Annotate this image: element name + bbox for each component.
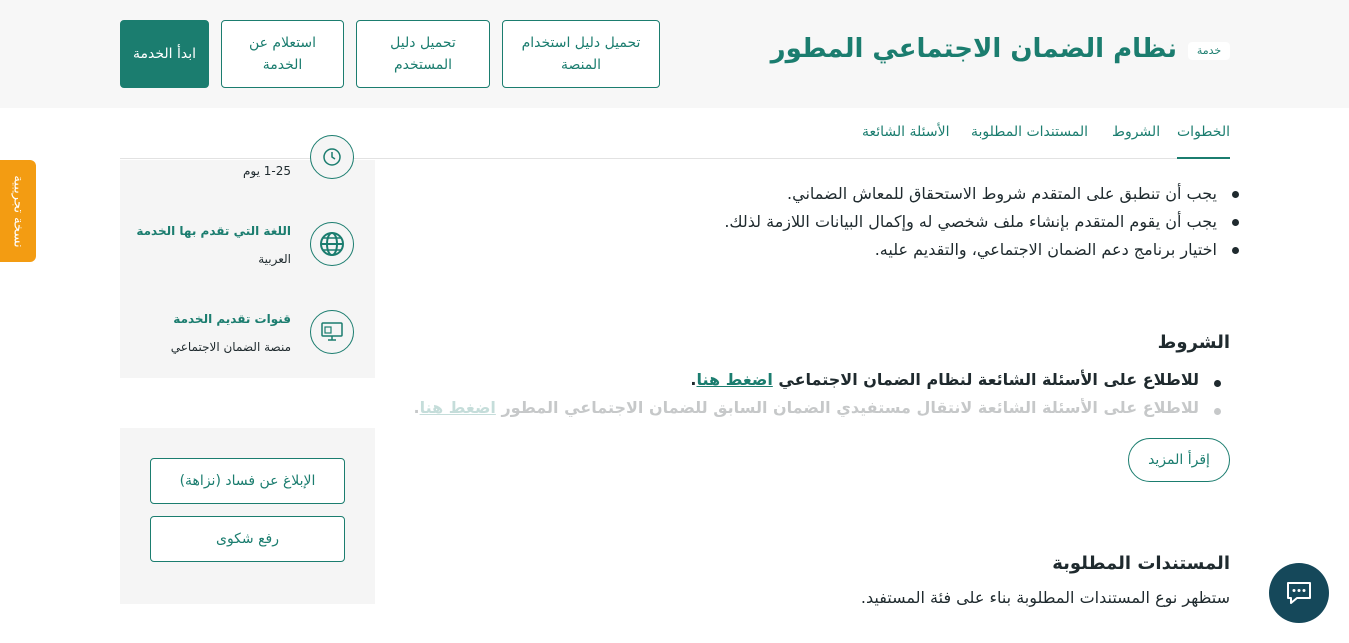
tab-faq[interactable]: الأسئلة الشائعة <box>862 124 950 140</box>
service-badge: خدمة <box>1188 42 1230 60</box>
monitor-icon <box>310 310 354 354</box>
trial-version-tab[interactable] <box>0 160 36 262</box>
service-info-panel <box>120 160 375 378</box>
transition-faq-link[interactable]: اضغط هنا <box>419 398 496 417</box>
conditions-title: الشروط <box>1157 332 1230 353</box>
page-header <box>0 0 1349 108</box>
channels-value: منصة الضمان الاجتماعي <box>170 340 291 354</box>
language-label: اللغة التي تقدم بها الخدمة <box>136 224 291 238</box>
language-value: العربية <box>258 252 291 266</box>
faq-link[interactable]: اضغط هنا <box>696 370 773 389</box>
globe-icon <box>310 222 354 266</box>
tab-divider <box>120 158 1230 159</box>
inquiry-button[interactable]: استعلام عن الخدمة <box>221 20 344 88</box>
start-service-button[interactable]: ابدأ الخدمة <box>120 20 209 88</box>
chat-button[interactable] <box>1269 563 1329 623</box>
documents-title: المستندات المطلوبة <box>1052 553 1230 574</box>
chat-icon <box>1285 580 1313 606</box>
list-item: يجب أن يقوم المتقدم بإنشاء ملف شخصي له وإكمال البيانات اللازمة لذلك. <box>724 208 1217 236</box>
tab-documents[interactable]: المستندات المطلوبة <box>971 124 1089 140</box>
duration-value: 1-25 يوم <box>242 164 291 178</box>
conditions-item: للاطلاع على الأسئلة الشائعة لانتقال مستفيدي الضمان السابق للضمان الاجتماعي المطور اضغط هنا. <box>413 398 1199 417</box>
conditions-item: للاطلاع على الأسئلة الشائعة لنظام الضمان الاجتماعي اضغط هنا. <box>690 370 1199 389</box>
tab-bar <box>0 108 1349 160</box>
platform-guide-button[interactable]: تحميل دليل استخدام المنصة <box>502 20 660 88</box>
tab-conditions[interactable]: الشروط <box>1112 124 1161 140</box>
channels-label: قنوات تقديم الخدمة <box>173 312 291 326</box>
read-more-button[interactable]: إقرأ المزيد <box>1128 438 1230 482</box>
page-title: نظام الضمان الاجتماعي المطور <box>770 34 1177 64</box>
conditions-item-text: للاطلاع على الأسئلة الشائعة لنظام الضمان الاجتماعي <box>778 370 1199 389</box>
list-item: يجب أن تنطبق على المتقدم شروط الاستحقاق للمعاش الضماني. <box>724 180 1217 208</box>
report-panel <box>120 428 375 604</box>
clock-icon <box>310 135 354 179</box>
list-item: اختيار برنامج دعم الضمان الاجتماعي، والتقديم عليه. <box>724 236 1217 264</box>
complaint-button[interactable]: رفع شكوى <box>150 516 345 562</box>
documents-description: ستظهر نوع المستندات المطلوبة بناء على فئة المستفيد. <box>860 588 1230 607</box>
tab-steps[interactable]: الخطوات <box>1177 124 1230 140</box>
trial-version-label: نسخة تجريبية <box>10 174 26 248</box>
steps-list <box>724 180 1217 264</box>
report-corruption-button[interactable]: الإبلاغ عن فساد (نزاهة) <box>150 458 345 504</box>
conditions-item-text: للاطلاع على الأسئلة الشائعة لانتقال مستفيدي الضمان السابق للضمان الاجتماعي المطور <box>501 398 1199 417</box>
user-guide-button[interactable]: تحميل دليل المستخدم <box>356 20 490 88</box>
